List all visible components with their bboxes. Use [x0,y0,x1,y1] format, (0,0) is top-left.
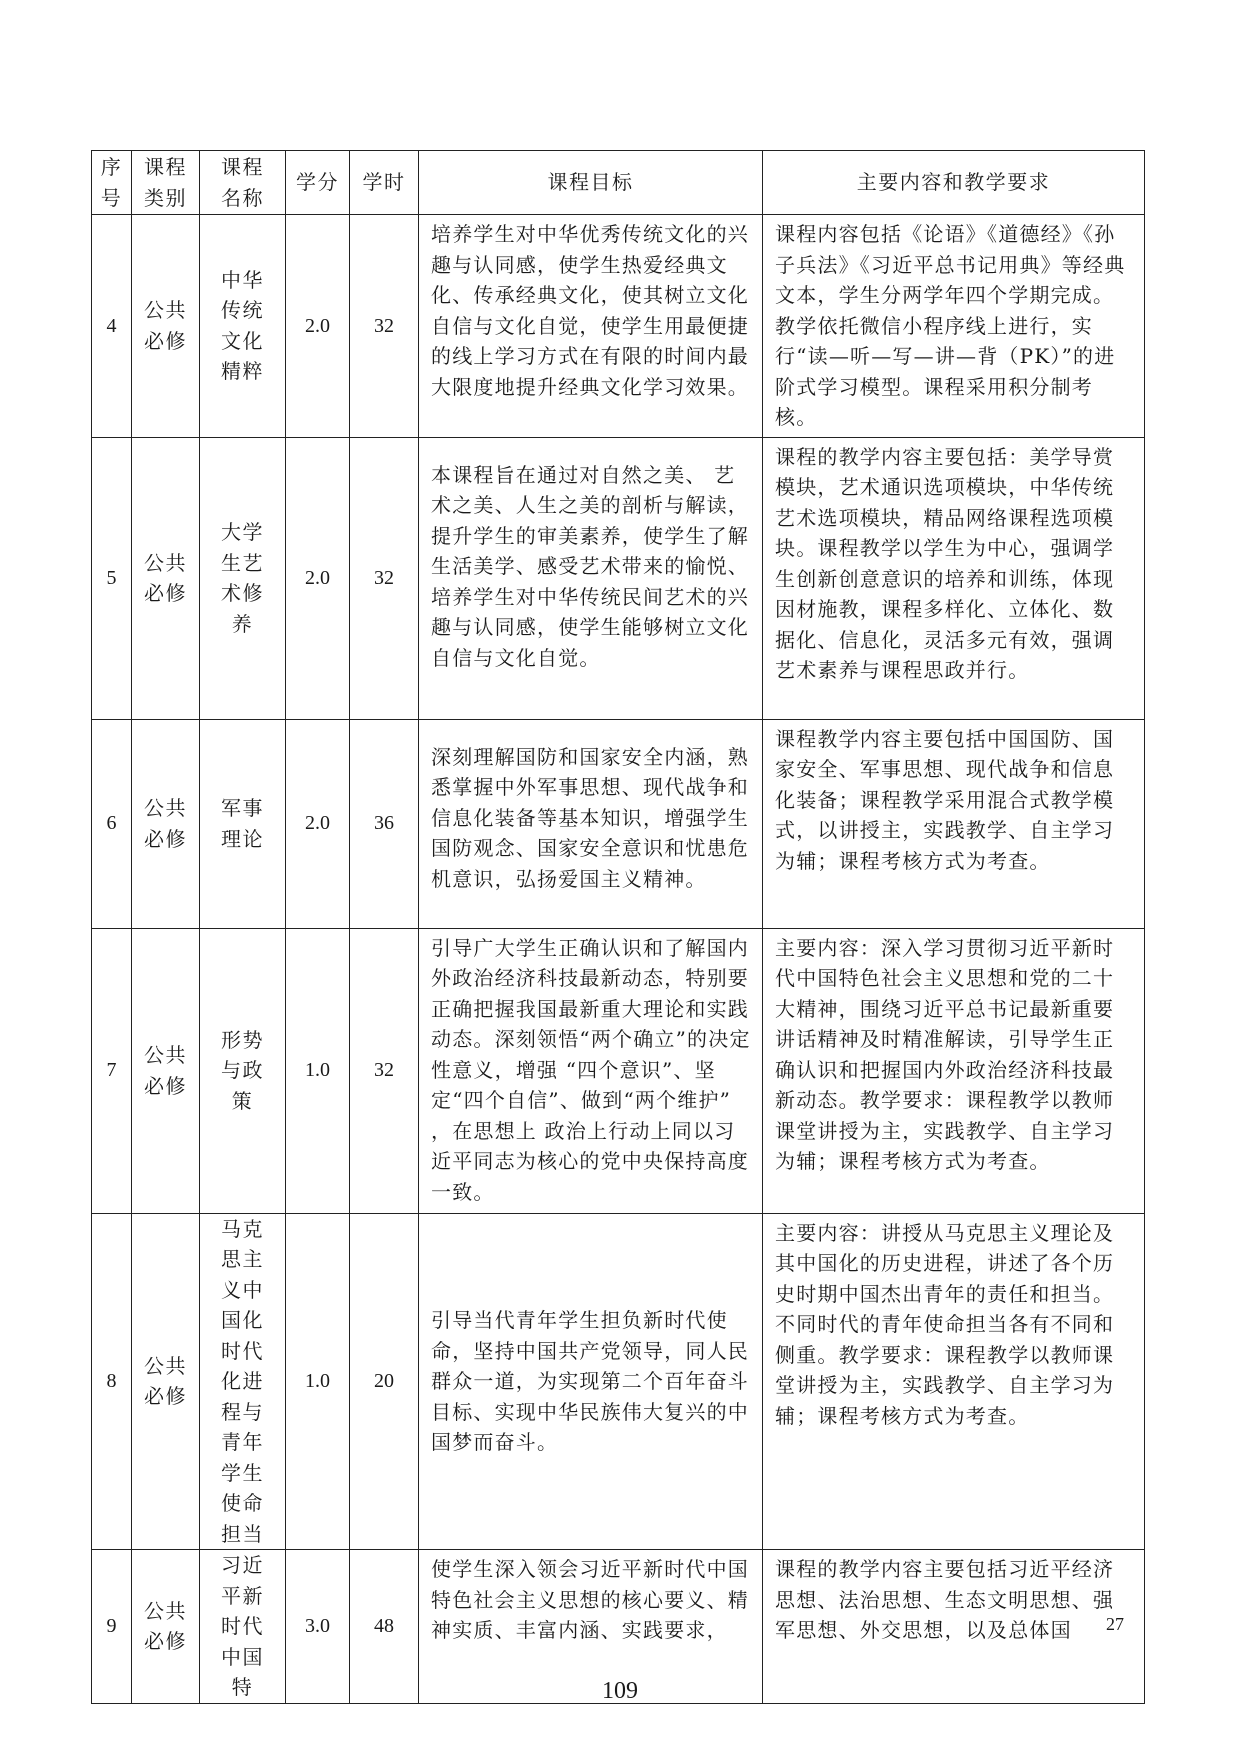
cell-seq: 6 [92,719,132,928]
table-row [92,928,1145,1213]
header-category-text: 课程类别 [144,155,187,210]
cell-objective: 本课程旨在通过对自然之美、 艺术之美、人生之美的剖析与解读，提升学生的审美素养，使学生了解生活美学、感受艺术带来的愉悦、培养学生对中华传统民间艺术的兴趣与认同感，使学生能够树立文化自信与文化自觉。 [419,437,763,719]
course-table [91,150,1145,1704]
cell-name [200,1213,286,1550]
cell-name-text: 习近平新时代中国特 [221,1553,264,1699]
cell-category [132,437,200,719]
cell-seq: 9 [92,1550,132,1704]
cell-content: 课程的教学内容主要包括：美学导赏模块，艺术通识选项模块，中华传统艺术选项模块，精品网络课程选项模块。课程教学以学生为中心，强调学生创新创意意识的培养和训练，体现因材施教，课程多样化、立体化、数据化、信息化，灵活多元有效，强调艺术素养与课程思政并行。 [763,437,1145,719]
cell-name [200,437,286,719]
cell-hours: 20 [350,1213,419,1550]
header-seq [92,151,132,215]
cell-name-text: 大学生艺术修养 [221,520,264,636]
header-seq-text: 序号 [100,155,123,210]
cell-content: 主要内容：深入学习贯彻习近平新时代中国特色社会主义思想和党的二十 大精神，围绕习近平总书记最新重要讲话精神及时精准解读，引导学生正确认识和把握国内外政治经济科技最新动态。教学要求：课程教学以教师课堂讲授为主，实践教学、自主学习为辅；课程考核方式为考查。 [763,928,1145,1213]
cell-credits: 2.0 [286,719,350,928]
cell-objective: 使学生深入领会习近平新时代中国特色社会主义思想的核心要义、精神实质、丰富内涵、实践要求， [419,1550,763,1704]
cell-content: 主要内容：讲授从马克思主义理论及其中国化的历史进程，讲述了各个历史时期中国杰出青年的责任和担当。不同时代的青年使命担当各有不同和侧重。教学要求：课程教学以教师课堂讲授为主，实践教学、自主学习为辅；课程考核方式为考查。 [763,1213,1145,1550]
cell-seq: 7 [92,928,132,1213]
table-row [92,1213,1145,1550]
cell-name [200,719,286,928]
cell-category-text: 公共必修 [144,796,187,851]
table-row [92,215,1145,438]
cell-name-text: 中华传统文化精粹 [221,267,264,384]
cell-credits: 1.0 [286,1213,350,1550]
header-hours: 学时 [350,151,419,215]
cell-name-text: 马克思主义中国化时代化进程与青年学生使命担当 [221,1216,264,1546]
cell-category-text: 公共必修 [144,550,187,605]
header-objective: 课程目标 [419,151,763,215]
cell-credits: 2.0 [286,215,350,438]
cell-category [132,215,200,438]
cell-name-text: 形势与政策 [221,1027,264,1113]
cell-seq: 5 [92,437,132,719]
cell-name [200,928,286,1213]
table-row [92,437,1145,719]
cell-seq: 8 [92,1213,132,1550]
header-category [132,151,200,215]
header-name [200,151,286,215]
cell-content: 课程内容包括《论语》《道德经》《孙子兵法》《习近平总书记用典》等经典文本，学生分两学年四个学期完成。教学依托微信小程序线上进行，实行“读—听—写—讲—背（PK）”的进阶式学习模型。课程采用积分制考核。 [763,215,1145,438]
cell-category [132,928,200,1213]
outer-page-number: 109 [602,1678,638,1704]
cell-name [200,215,286,438]
cell-credits: 1.0 [286,928,350,1213]
cell-hours: 32 [350,215,419,438]
cell-seq: 4 [92,215,132,438]
cell-objective: 引导广大学生正确认识和了解国内外政治经济科技最新动态，特别要正确把握我国最新重大理论和实践动态。深刻领悟“两个确立”的决定性意义，增强 “四个意识”、坚定“四个自信”、做到“两个维护” ，在思想上 政治上行动上同以习近平同志为核心的党中央保持高度一致。 [419,928,763,1213]
cell-credits: 3.0 [286,1550,350,1704]
cell-category-text: 公共必修 [144,1043,187,1098]
inner-page-number: 27 [1106,1614,1124,1634]
header-row [92,151,1145,215]
cell-objective: 深刻理解国防和国家安全内涵，熟悉掌握中外军事思想、现代战争和信息化装备等基本知识，增强学生国防观念、国家安全意识和忧患危机意识，弘扬爱国主义精神。 [419,719,763,928]
cell-objective: 引导当代青年学生担负新时代使命，坚持中国共产党领导，同人民群众一道，为实现第二个百年奋斗目标、实现中华民族伟大复兴的中国梦而奋斗。 [419,1213,763,1550]
cell-category-text: 公共必修 [144,1353,187,1409]
cell-category [132,1213,200,1550]
cell-category-text: 公共必修 [144,1598,187,1654]
cell-category [132,719,200,928]
table-row [92,719,1145,928]
cell-name-text: 军事理论 [221,796,264,851]
cell-hours: 32 [350,928,419,1213]
cell-hours: 36 [350,719,419,928]
cell-hours: 48 [350,1550,419,1704]
header-content: 主要内容和教学要求 [763,151,1145,215]
header-credits: 学分 [286,151,350,215]
cell-content: 课程教学内容主要包括中国国防、国家安全、军事思想、现代战争和信息化装备；课程教学采用混合式教学模式，以讲授主，实践教学、自主学习为辅；课程考核方式为考查。 [763,719,1145,928]
cell-hours: 32 [350,437,419,719]
header-name-text: 课程名称 [221,155,264,210]
cell-objective: 培养学生对中华优秀传统文化的兴趣与认同感，使学生热爱经典文化、传承经典文化，使其树立文化自信与文化自觉，使学生用最便捷的线上学习方式在有限的时间内最大限度地提升经典文化学习效果。 [419,215,763,438]
cell-category-text: 公共必修 [144,298,187,353]
cell-content: 课程的教学内容主要包括习近平经济思想、法治思想、生态文明思想、强军思想、外交思想，以及总体国 [763,1550,1145,1704]
cell-credits: 2.0 [286,437,350,719]
